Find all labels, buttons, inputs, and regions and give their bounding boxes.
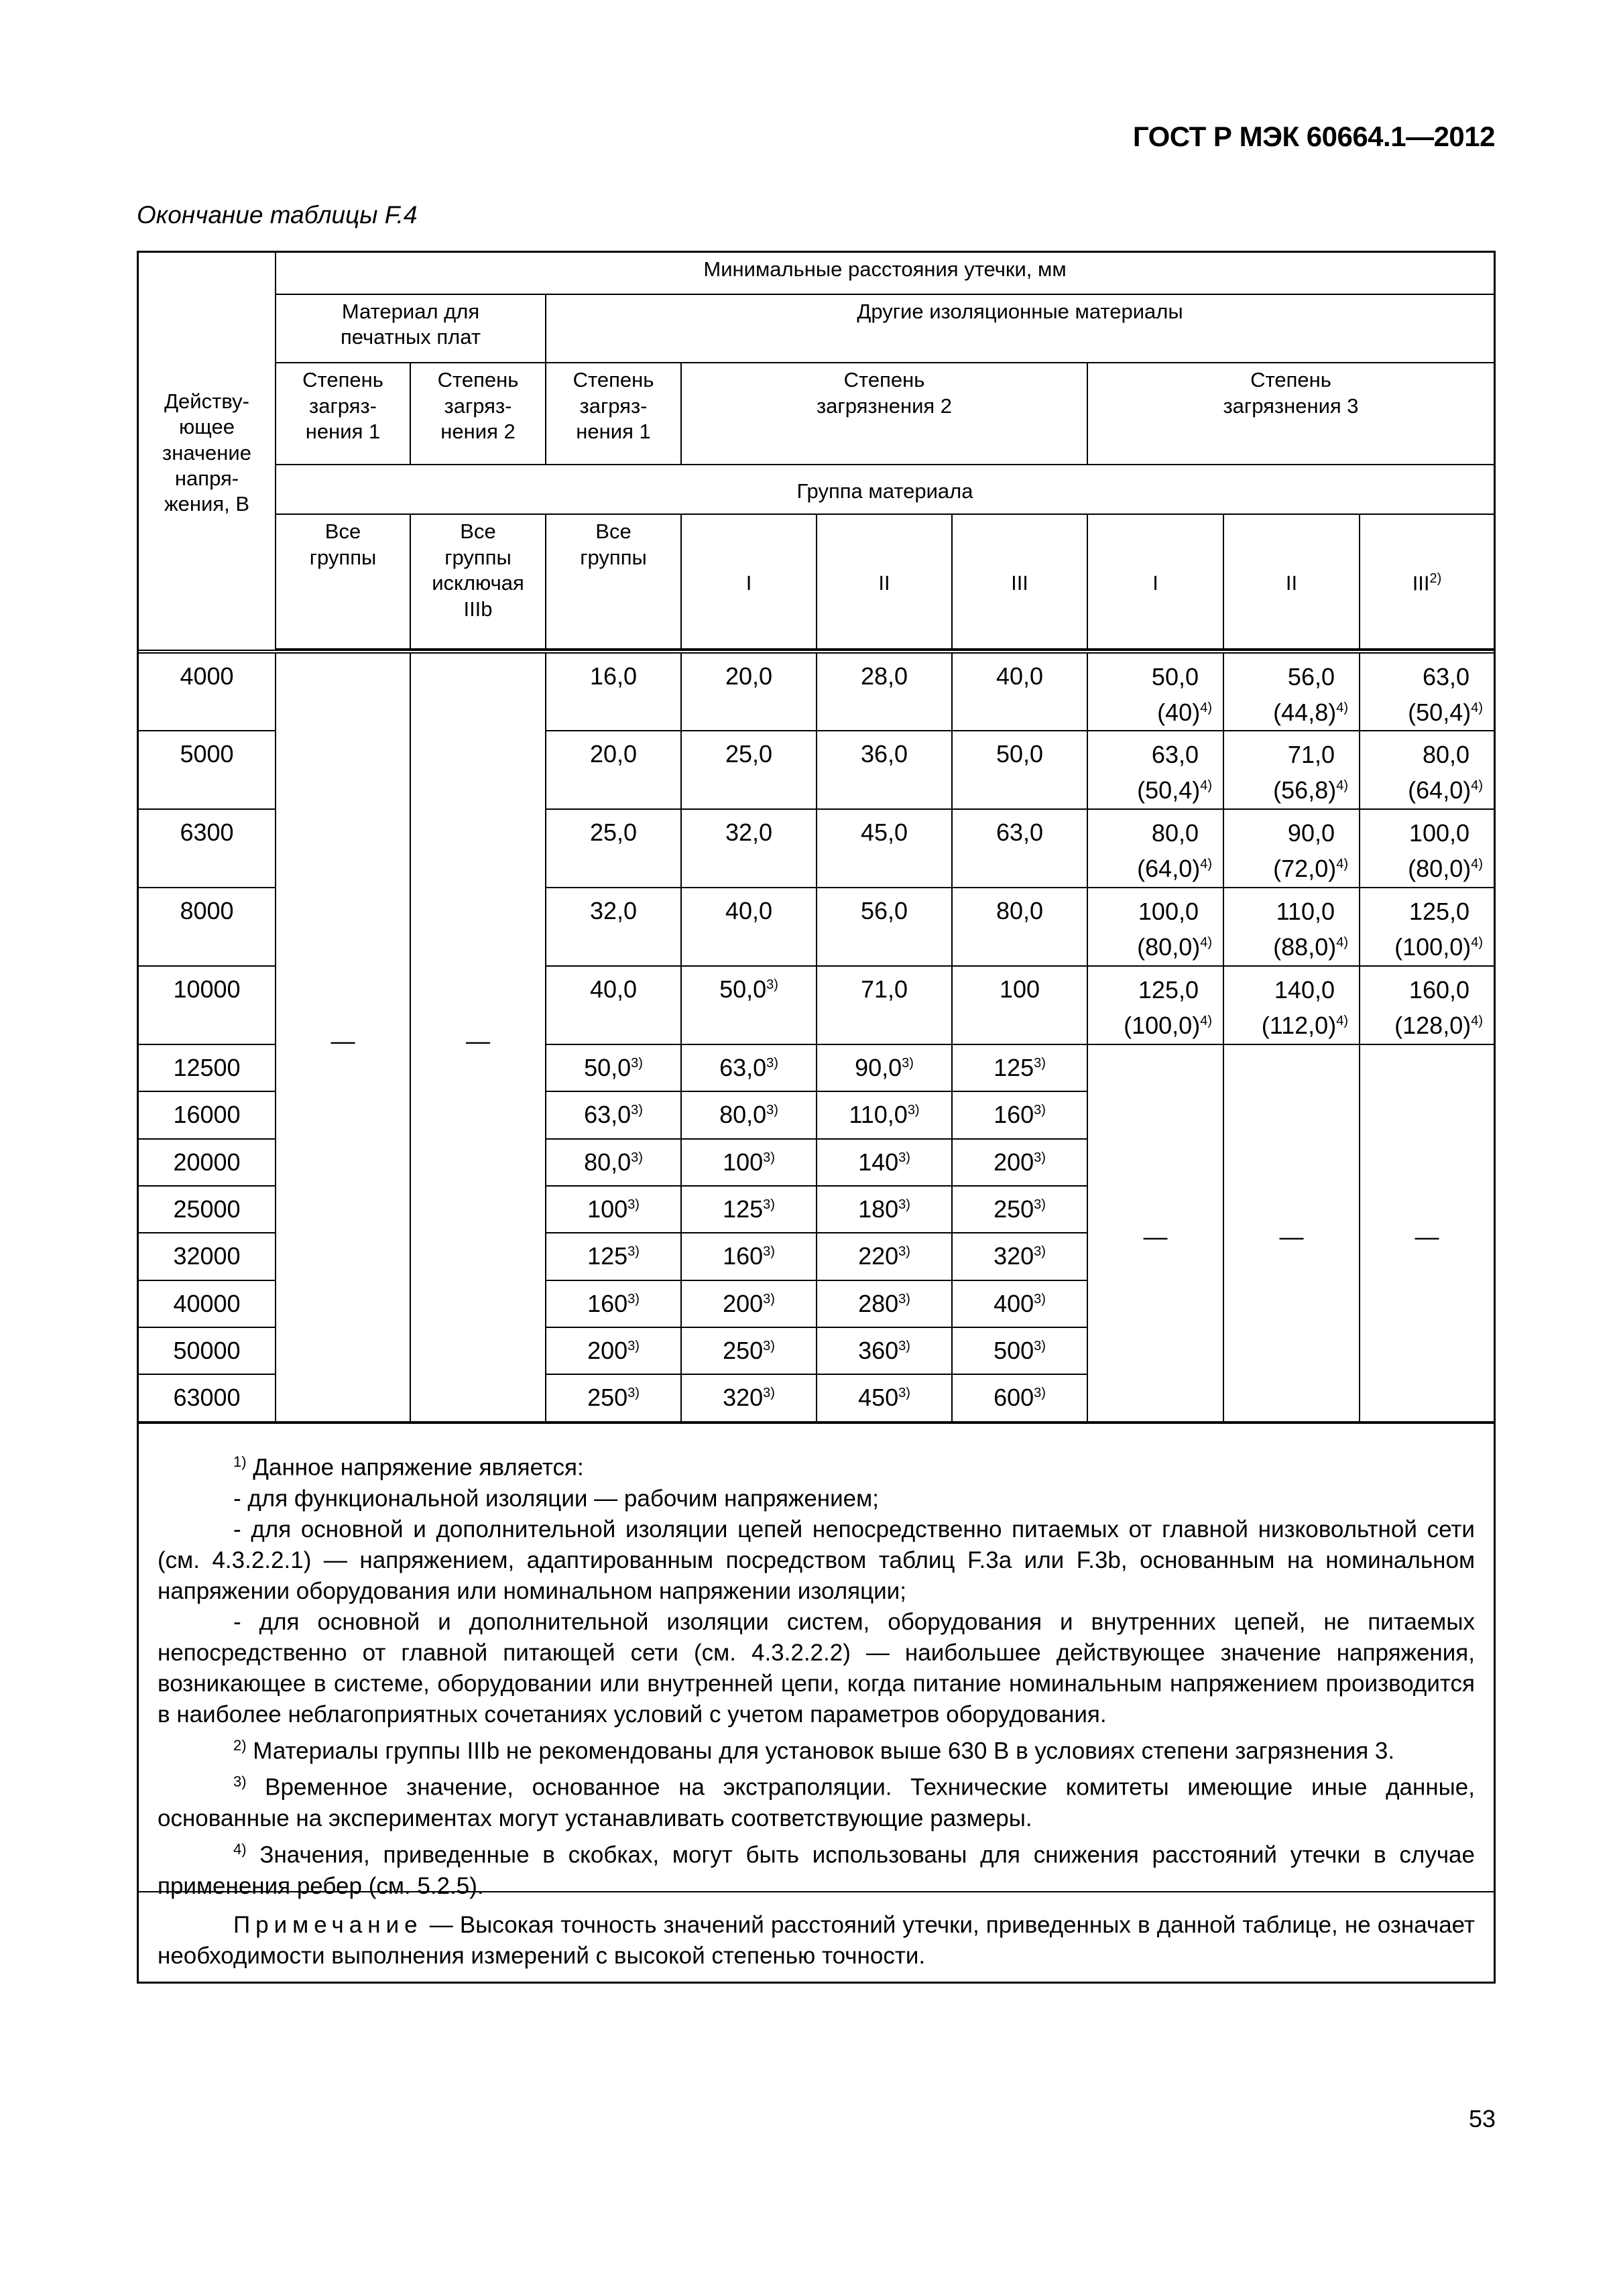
creepage-cell: 71,0 bbox=[817, 966, 952, 1044]
pd3-creepage-cell: 80,0 $(64,0)^{4)}$ bbox=[1087, 809, 1223, 888]
creepage-cell: 125$^{3)}$ bbox=[681, 1186, 817, 1233]
creepage-cell: 50,0 bbox=[952, 731, 1087, 809]
pd3-creepage-cell: 160,0 $(128,0)^{4)}$ bbox=[1360, 966, 1494, 1044]
group-ii-pd3: II bbox=[1223, 514, 1360, 648]
pd3-creepage-cell: 125,0 $(100,0)^{4)}$ bbox=[1087, 966, 1223, 1044]
creepage-cell: 360$^{3)}$ bbox=[817, 1327, 952, 1374]
creepage-cell: 25,0 bbox=[681, 731, 817, 809]
pcb-pd1-dash: — bbox=[276, 652, 410, 1422]
pd3-creepage-cell: 90,0 $(72,0)^{4)}$ bbox=[1223, 809, 1360, 888]
creepage-cell: 63,0$^{3)}$ bbox=[546, 1091, 681, 1138]
voltage-cell: 40000 bbox=[139, 1280, 276, 1327]
creepage-cell: 100$^{3)}$ bbox=[546, 1186, 681, 1233]
pd3-creepage-cell: 110,0 $(88,0)^{4)}$ bbox=[1223, 888, 1360, 966]
creepage-cell: 500$^{3)}$ bbox=[952, 1327, 1087, 1374]
creepage-cell: 80,0 bbox=[952, 888, 1087, 966]
voltage-cell: 20000 bbox=[139, 1139, 276, 1186]
creepage-cell: 63,0$^{3)}$ bbox=[681, 1044, 817, 1091]
creepage-cell: 32,0 bbox=[681, 809, 817, 888]
creepage-cell: 250$^{3)}$ bbox=[681, 1327, 817, 1374]
pcb-pd1-header: Степень загряз- нения 1 bbox=[276, 363, 410, 465]
creepage-cell: 400$^{3)}$ bbox=[952, 1280, 1087, 1327]
note-3: $^{3)}$ Временное значение, основанное на экстраполяции. Технические комитеты имеющие иные данные, основанные на экспериментах могут устанавливать соответствующие размеры. bbox=[158, 1773, 1475, 1831]
page-number: 53 bbox=[1468, 2105, 1496, 2132]
creepage-cell: 110,0$^{3)}$ bbox=[817, 1091, 952, 1138]
note-1c: - для основной и дополнительной изоляции систем, оборудования и внутренних цепей, не питаемых непосредственно от главной питающей сети (см. 4.3.2.2.2) — наибольшее действующее значение напряжения, возникающее в системе, оборудовании или внутренней цепи, когда питание номинальным напряжением производится в наиболее неблагоприятных сочетаниях условий с учетом параметров оборудования. bbox=[158, 1608, 1475, 1728]
pd3-creepage-cell: 63,0 $(50,4)^{4)}$ bbox=[1360, 652, 1494, 731]
creepage-cell: 80,0$^{3)}$ bbox=[681, 1091, 817, 1138]
creepage-cell: 160$^{3)}$ bbox=[546, 1280, 681, 1327]
creepage-cell: 50,0$^{3)}$ bbox=[546, 1044, 681, 1091]
creepage-cell: 450$^{3)}$ bbox=[817, 1374, 952, 1422]
creepage-cell: 45,0 bbox=[817, 809, 952, 888]
creepage-cell: 40,0 bbox=[681, 888, 817, 966]
voltage-cell: 63000 bbox=[139, 1374, 276, 1422]
creepage-cell: 280$^{3)}$ bbox=[817, 1280, 952, 1327]
creepage-cell: 36,0 bbox=[817, 731, 952, 809]
creepage-cell: 28,0 bbox=[817, 652, 952, 731]
voltage-cell: 32000 bbox=[139, 1233, 276, 1280]
creepage-cell: 220$^{3)}$ bbox=[817, 1233, 952, 1280]
pd3-creepage-cell: 71,0 $(56,8)^{4)}$ bbox=[1223, 731, 1360, 809]
note-4: $^{4)}$ Значения, приведенные в скобках, могут быть использованы для снижения расстояний утечки в случае применения ребер (см. 5.2.5). bbox=[158, 1840, 1475, 1899]
voltage-cell: 16000 bbox=[139, 1091, 276, 1138]
creepage-cell: 200$^{3)}$ bbox=[952, 1139, 1087, 1186]
creepage-cell: 40,0 bbox=[952, 652, 1087, 731]
creepage-cell: 160$^{3)}$ bbox=[952, 1091, 1087, 1138]
note-1-title: $^{1)}$ Данное напряжение является: bbox=[233, 1453, 584, 1481]
min-creepage-header: Минимальные расстояния утечки, мм bbox=[276, 253, 1494, 294]
remark-text: — Высокая точность значений расстояний утечки, приведенных в данной таблице, не означает необходимости выполнения измерений с высокой степенью точности. bbox=[158, 1912, 1475, 1969]
creepage-cell: 90,0$^{3)}$ bbox=[817, 1044, 952, 1091]
pd3-creepage-cell: 50,0 $(40)^{4)}$ bbox=[1087, 652, 1223, 731]
other-pd3-header: Степень загрязнения 3 bbox=[1087, 363, 1494, 465]
voltage-cell: 5000 bbox=[139, 731, 276, 809]
pcb-pd2-dash: — bbox=[410, 652, 546, 1422]
pd3-creepage-cell: 63,0 $(50,4)^{4)}$ bbox=[1087, 731, 1223, 809]
creepage-cell: 80,0$^{3)}$ bbox=[546, 1139, 681, 1186]
note-1a: - для функциональной изоляции — рабочим напряжением; bbox=[233, 1485, 879, 1512]
creepage-cell: 56,0 bbox=[817, 888, 952, 966]
material-group-header: Группа материала bbox=[276, 465, 1494, 514]
voltage-cell: 6300 bbox=[139, 809, 276, 888]
voltage-cell: 10000 bbox=[139, 966, 276, 1044]
group-ii-pd2: II bbox=[817, 514, 952, 648]
creepage-cell: 160$^{3)}$ bbox=[681, 1233, 817, 1280]
voltage-cell: 4000 bbox=[139, 652, 276, 731]
other-pd1-header: Степень загряз- нения 1 bbox=[546, 363, 681, 465]
creepage-cell: 200$^{3)}$ bbox=[546, 1327, 681, 1374]
table-row bbox=[139, 652, 1494, 731]
creepage-cell: 200$^{3)}$ bbox=[681, 1280, 817, 1327]
pcb-all-except-header: Все группы исключая IIIb bbox=[410, 514, 546, 648]
other-materials-header: Другие изоляционные материалы bbox=[546, 294, 1494, 363]
creepage-cell: 50,0$^{3)}$ bbox=[681, 966, 817, 1044]
voltage-cell: 25000 bbox=[139, 1186, 276, 1233]
voltage-cell: 50000 bbox=[139, 1327, 276, 1374]
voltage-cell: 12500 bbox=[139, 1044, 276, 1091]
pcb-all-groups-header: Все группы bbox=[276, 514, 410, 648]
creepage-cell: 180$^{3)}$ bbox=[817, 1186, 952, 1233]
creepage-cell: 20,0 bbox=[546, 731, 681, 809]
other-all-groups-header: Все группы bbox=[546, 514, 681, 648]
other-pd2-header: Степень загрязнения 2 bbox=[681, 363, 1087, 465]
creepage-cell: 16,0 bbox=[546, 652, 681, 731]
voltage-cell: 8000 bbox=[139, 888, 276, 966]
creepage-cell: 320$^{3)}$ bbox=[952, 1233, 1087, 1280]
creepage-cell: 125$^{3)}$ bbox=[546, 1233, 681, 1280]
group-i-pd2: I bbox=[681, 514, 817, 648]
creepage-cell: 20,0 bbox=[681, 652, 817, 731]
pd3-creepage-cell: 100,0 $(80,0)^{4)}$ bbox=[1360, 809, 1494, 888]
creepage-cell: 125$^{3)}$ bbox=[952, 1044, 1087, 1091]
creepage-table bbox=[139, 253, 1494, 1423]
creepage-cell: 250$^{3)}$ bbox=[546, 1374, 681, 1422]
pcb-pd2-header: Степень загряз- нения 2 bbox=[410, 363, 546, 465]
group-i-pd3: I bbox=[1087, 514, 1223, 648]
creepage-cell: 320$^{3)}$ bbox=[681, 1374, 817, 1422]
creepage-cell: 40,0 bbox=[546, 966, 681, 1044]
creepage-cell: 140$^{3)}$ bbox=[817, 1139, 952, 1186]
pd3-creepage-cell: 100,0 $(80,0)^{4)}$ bbox=[1087, 888, 1223, 966]
pd3-creepage-cell: 56,0 $(44,8)^{4)}$ bbox=[1223, 652, 1360, 731]
table-caption: Окончание таблицы F.4 bbox=[137, 201, 418, 229]
creepage-cell: 63,0 bbox=[952, 809, 1087, 888]
remark-label: Примечание bbox=[233, 1912, 423, 1938]
pd3-creepage-cell: 140,0 $(112,0)^{4)}$ bbox=[1223, 966, 1360, 1044]
pd3-dash: — bbox=[1223, 1044, 1360, 1422]
pd3-creepage-cell: 125,0 $(100,0)^{4)}$ bbox=[1360, 888, 1494, 966]
pcb-material-header: Материал для печатных плат bbox=[276, 294, 546, 363]
creepage-cell: 100$^{3)}$ bbox=[681, 1139, 817, 1186]
note-2: $^{2)}$ Материалы группы IIIb не рекомендованы для установок выше 630 В в условиях степени загрязнения 3. bbox=[233, 1736, 1395, 1764]
table-frame bbox=[137, 251, 1496, 1984]
pd3-dash: — bbox=[1087, 1044, 1223, 1422]
creepage-cell: 25,0 bbox=[546, 809, 681, 888]
pd3-creepage-cell: 80,0 $(64,0)^{4)}$ bbox=[1360, 731, 1494, 809]
voltage-column-header: Действу- ющее значение напря- жения, В bbox=[139, 253, 276, 652]
group-iii-pd2: III bbox=[952, 514, 1087, 648]
group-iii-pd3: III$^{2)}$ bbox=[1360, 514, 1494, 648]
creepage-cell: 600$^{3)}$ bbox=[952, 1374, 1087, 1422]
creepage-cell: 32,0 bbox=[546, 888, 681, 966]
standard-code: ГОСТ Р МЭК 60664.1—2012 bbox=[1132, 121, 1495, 152]
table-remark bbox=[139, 1892, 1494, 1982]
creepage-cell: 100 bbox=[952, 966, 1087, 1044]
pd3-dash: — bbox=[1360, 1044, 1494, 1422]
table-notes bbox=[139, 1423, 1494, 1899]
note-1b: - для основной и дополнительной изоляции цепей непосредственно питаемых от главной низковольтной сети (см. 4.3.2.2.1) — напряжением, адаптированным посредством таблиц F.3a или F.3b, основанным на номинальном напряжении оборудования или номинальном напряжении изоляции; bbox=[158, 1516, 1476, 1604]
creepage-cell: 250$^{3)}$ bbox=[952, 1186, 1087, 1233]
